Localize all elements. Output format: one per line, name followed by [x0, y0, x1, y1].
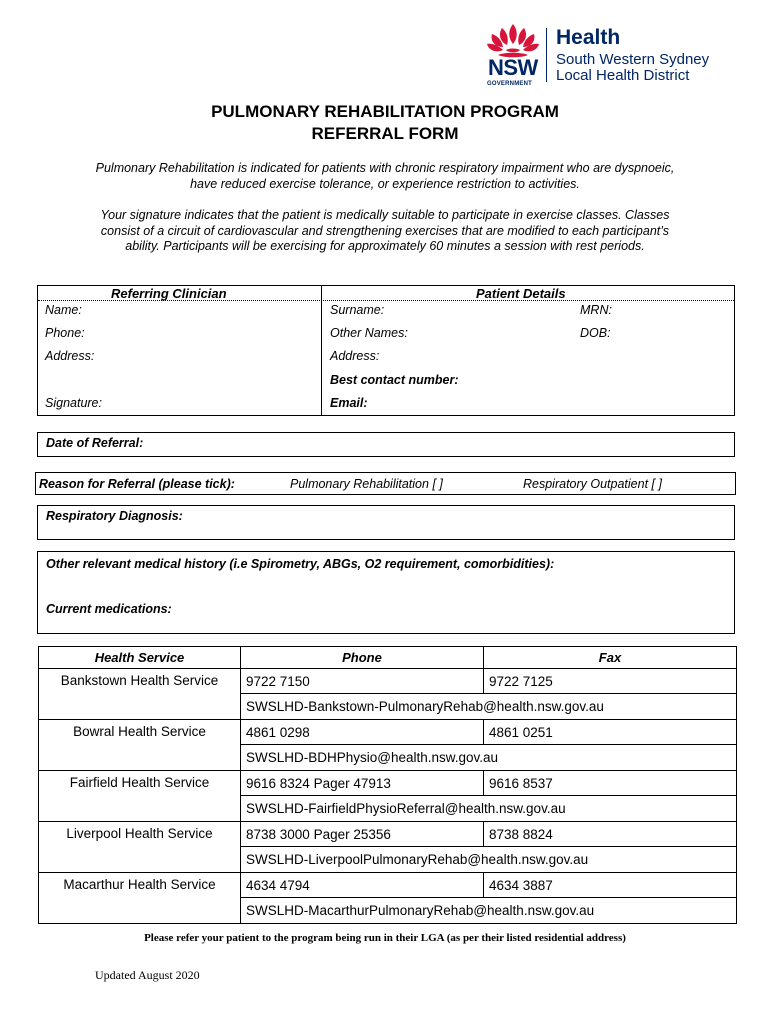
respiratory-diagnosis-box[interactable] — [37, 505, 735, 540]
phone-cell: 9722 7150 — [241, 669, 484, 694]
phone-cell: 9616 8324 Pager 47913 — [241, 771, 484, 796]
reason-for-referral-box — [35, 472, 736, 495]
fax-cell: 8738 8824 — [484, 822, 737, 847]
table-row — [39, 822, 737, 847]
district-name-line1: South Western Sydney — [556, 51, 710, 68]
table-row — [39, 771, 737, 796]
phone-cell: 8738 3000 Pager 25356 — [241, 822, 484, 847]
email-cell[interactable]: SWSLHD-LiverpoolPulmonaryRehab@health.nsw.gov.au — [241, 847, 737, 873]
other-history-label: Other relevant medical history (i.e Spirometry, ABGs, O2 requirement, comorbidities): — [46, 557, 555, 571]
clinician-patient-details-box — [37, 285, 735, 416]
patient-dob-field[interactable]: DOB: — [580, 326, 611, 340]
table-row — [39, 873, 737, 898]
pulmonary-rehab-checkbox[interactable]: Pulmonary Rehabilitation [ ] — [290, 477, 443, 491]
details-column-divider — [321, 286, 322, 415]
patient-best-contact-field[interactable]: Best contact number: — [330, 373, 459, 387]
service-name-cell: Macarthur Health Service — [39, 873, 241, 924]
service-name-cell: Bowral Health Service — [39, 720, 241, 771]
date-of-referral-label: Date of Referral: — [46, 436, 144, 450]
patient-surname-field[interactable]: Surname: — [330, 303, 385, 317]
health-services-table — [38, 646, 737, 924]
service-column-header: Health Service — [39, 647, 241, 669]
nsw-health-logo — [484, 22, 744, 87]
clinician-phone-field[interactable]: Phone: — [45, 326, 85, 340]
patient-address-field[interactable]: Address: — [330, 349, 380, 363]
form-title-line1: PULMONARY REHABILITATION PROGRAM — [211, 102, 559, 121]
nsw-wordmark: NSW — [488, 55, 538, 80]
service-name-cell: Fairfield Health Service — [39, 771, 241, 822]
current-medications-label: Current medications: — [46, 602, 172, 616]
email-cell[interactable]: SWSLHD-MacarthurPulmonaryRehab@health.nsw.gov.au — [241, 898, 737, 924]
email-cell[interactable]: SWSLHD-BDHPhysio@health.nsw.gov.au — [241, 745, 737, 771]
fax-cell: 9722 7125 — [484, 669, 737, 694]
patient-mrn-field[interactable]: MRN: — [580, 303, 612, 317]
fax-column-header: Fax — [484, 647, 737, 669]
clinician-name-field[interactable]: Name: — [45, 303, 82, 317]
respiratory-diagnosis-label: Respiratory Diagnosis: — [46, 509, 183, 523]
intro-paragraph-1: Pulmonary Rehabilitation is indicated for patients with chronic respiratory impairment who are dyspnoeic, have reduced exercise tolerance, or experience restriction to activities. — [95, 161, 675, 191]
medical-history-box[interactable] — [37, 551, 735, 634]
intro-paragraph-2: Your signature indicates that the patient is medically suitable to participate in exercise classes. Classes consist of a circuit of cardiovascular and strengthening exercises that are modified to each participant’s ability. Participants will be exercising for approximately 60 minutes a session with rest periods. — [100, 208, 670, 253]
government-wordmark: GOVERNMENT — [487, 81, 533, 87]
respiratory-outpatient-checkbox[interactable]: Respiratory Outpatient [ ] — [523, 477, 662, 491]
district-name-line2: Local Health District — [556, 67, 690, 84]
clinician-signature-field[interactable]: Signature: — [45, 396, 102, 410]
date-of-referral-box[interactable] — [37, 432, 735, 457]
service-name-cell: Liverpool Health Service — [39, 822, 241, 873]
fax-cell: 4634 3887 — [484, 873, 737, 898]
referring-clinician-heading: Referring Clinician — [111, 286, 227, 301]
form-title-line2: REFERRAL FORM — [311, 124, 459, 143]
health-wordmark: Health — [556, 26, 621, 49]
phone-cell: 4634 4794 — [241, 873, 484, 898]
phone-cell: 4861 0298 — [241, 720, 484, 745]
table-row — [39, 720, 737, 745]
email-cell[interactable]: SWSLHD-FairfieldPhysioReferral@health.nsw.gov.au — [241, 796, 737, 822]
table-header-row — [39, 647, 737, 669]
fax-cell: 9616 8537 — [484, 771, 737, 796]
logo-divider — [546, 28, 547, 82]
patient-details-heading: Patient Details — [476, 286, 566, 301]
phone-column-header: Phone — [241, 647, 484, 669]
clinician-address-field[interactable]: Address: — [45, 349, 95, 363]
patient-other-names-field[interactable]: Other Names: — [330, 326, 408, 340]
fax-cell: 4861 0251 — [484, 720, 737, 745]
table-row — [39, 669, 737, 694]
email-cell[interactable]: SWSLHD-Bankstown-PulmonaryRehab@health.nsw.gov.au — [241, 694, 737, 720]
service-name-cell: Bankstown Health Service — [39, 669, 241, 720]
lga-referral-note: Please refer your patient to the program being run in their LGA (as per their listed residential address) — [144, 932, 626, 944]
patient-email-field[interactable]: Email: — [330, 396, 368, 410]
reason-for-referral-label: Reason for Referral (please tick): — [39, 477, 235, 491]
updated-date: Updated August 2020 — [95, 968, 200, 982]
